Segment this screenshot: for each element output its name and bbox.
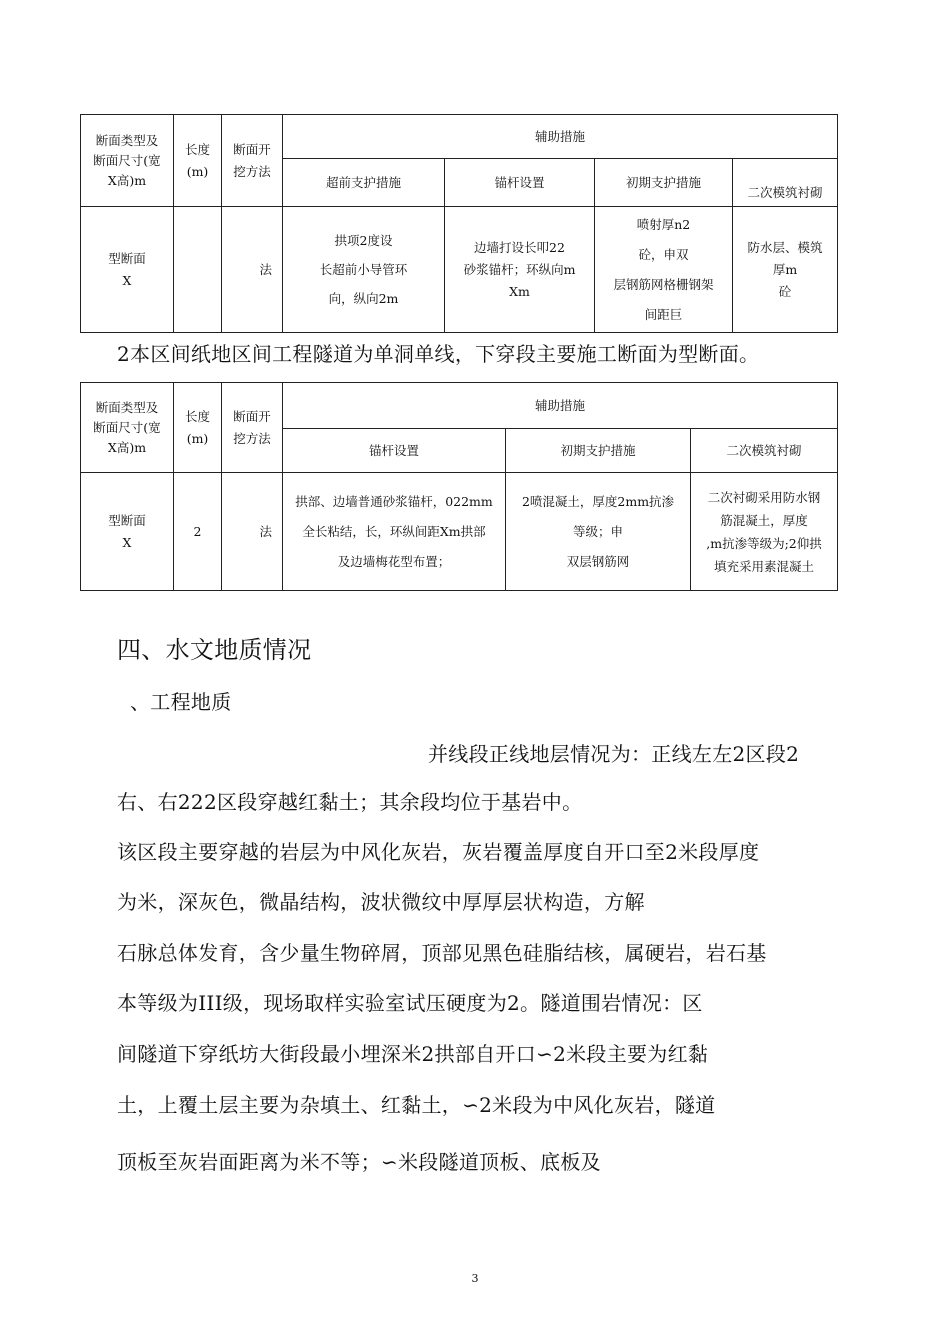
header-auxiliary-measures: 辅助措施: [283, 383, 838, 429]
support-table-2: [80, 382, 838, 591]
header-excavation-method: 断面开 挖方法: [222, 383, 283, 473]
body-line: 本等级为III级，现场取样实验室试压硬度为2。隧道围岩情况：区: [117, 991, 703, 1015]
cell-method: 法: [222, 473, 283, 591]
cell-initial-support: 喷射厚n2 砼，申双 层钢筋网格栅钢架 间距巨: [595, 207, 733, 333]
header-excavation-method: 断面开 挖方法: [222, 115, 283, 207]
body-line: 顶板至灰岩面距离为米不等；∽米段隧道顶板、底板及: [117, 1150, 601, 1174]
sub-heading: 、工程地质: [130, 690, 232, 714]
cell-section-type: 型断面 X: [81, 207, 174, 333]
support-table-1: [80, 114, 838, 333]
header-advance-support: 超前支护措施: [283, 159, 445, 207]
intro-paragraph: 2本区间纸地区间工程隧道为单洞单线，下穿段主要施工断面为型断面。: [117, 342, 760, 366]
body-line: 间隧道下穿纸坊大街段最小埋深米2拱部自开口∽2米段主要为红黏: [117, 1042, 709, 1066]
section-heading: 四、水文地质情况: [117, 636, 312, 664]
header-auxiliary-measures: 辅助措施: [283, 115, 838, 159]
header-initial-support: 初期支护措施: [595, 159, 733, 207]
header-section-type: 断面类型及 断面尺寸(宽 X高)m: [81, 383, 174, 473]
cell-section-type: 型断面 X: [81, 473, 174, 591]
header-section-type: 断面类型及 断面尺寸(宽 X高)m: [81, 115, 174, 207]
cell-anchor: 拱部、边墙普通砂浆锚杆，022mm 全长粘结，长，环纵间距Xm拱部 及边墙梅花型布置；: [283, 473, 506, 591]
cell-method: 法: [222, 207, 283, 333]
header-secondary-lining: 二次模筑衬砌: [733, 159, 838, 207]
header-anchor: 锚杆设置: [283, 429, 506, 473]
body-line: 并线段正线地层情况为：正线左左2区段2: [428, 742, 800, 766]
page-number: 3: [471, 1272, 479, 1285]
body-line: 该区段主要穿越的岩层为中风化灰岩，灰岩覆盖厚度自开口至2米段厚度: [117, 840, 760, 864]
header-anchor: 锚杆设置: [445, 159, 595, 207]
body-line: 土，上覆土层主要为杂填土、红黏土，∽2米段为中风化灰岩，隧道: [117, 1093, 716, 1117]
header-length: 长度 (m): [174, 383, 222, 473]
header-length: 长度 (m): [174, 115, 222, 207]
cell-advance-support: 拱项2度设 长超前小导管环 向，纵向2m: [283, 207, 445, 333]
cell-length: [174, 207, 222, 333]
cell-secondary-lining: 二次衬砌采用防水钢 筋混凝土，厚度 ,m抗渗等级为;2仰拱 填充采用素混凝土: [691, 473, 838, 591]
header-secondary-lining: 二次模筑衬砌: [691, 429, 838, 473]
cell-secondary-lining: 防水层、模筑 厚m 砼: [733, 207, 838, 333]
body-line: 右、右222区段穿越红黏土；其余段均位于基岩中。: [117, 790, 583, 814]
cell-anchor: 边墙打设长叩22 砂浆锚杆；环纵向m Xm: [445, 207, 595, 333]
cell-initial-support: 2喷混凝土，厚度2mm抗渗 等级；申 双层钢筋网: [506, 473, 691, 591]
body-line: 为米，深灰色，微晶结构，波状微纹中厚厚层状构造，方解: [117, 890, 645, 914]
body-line: 石脉总体发育，含少量生物碎屑，顶部见黑色硅脂结核，属硬岩，岩石基: [117, 941, 767, 965]
header-initial-support: 初期支护措施: [506, 429, 691, 473]
cell-length: 2: [174, 473, 222, 591]
